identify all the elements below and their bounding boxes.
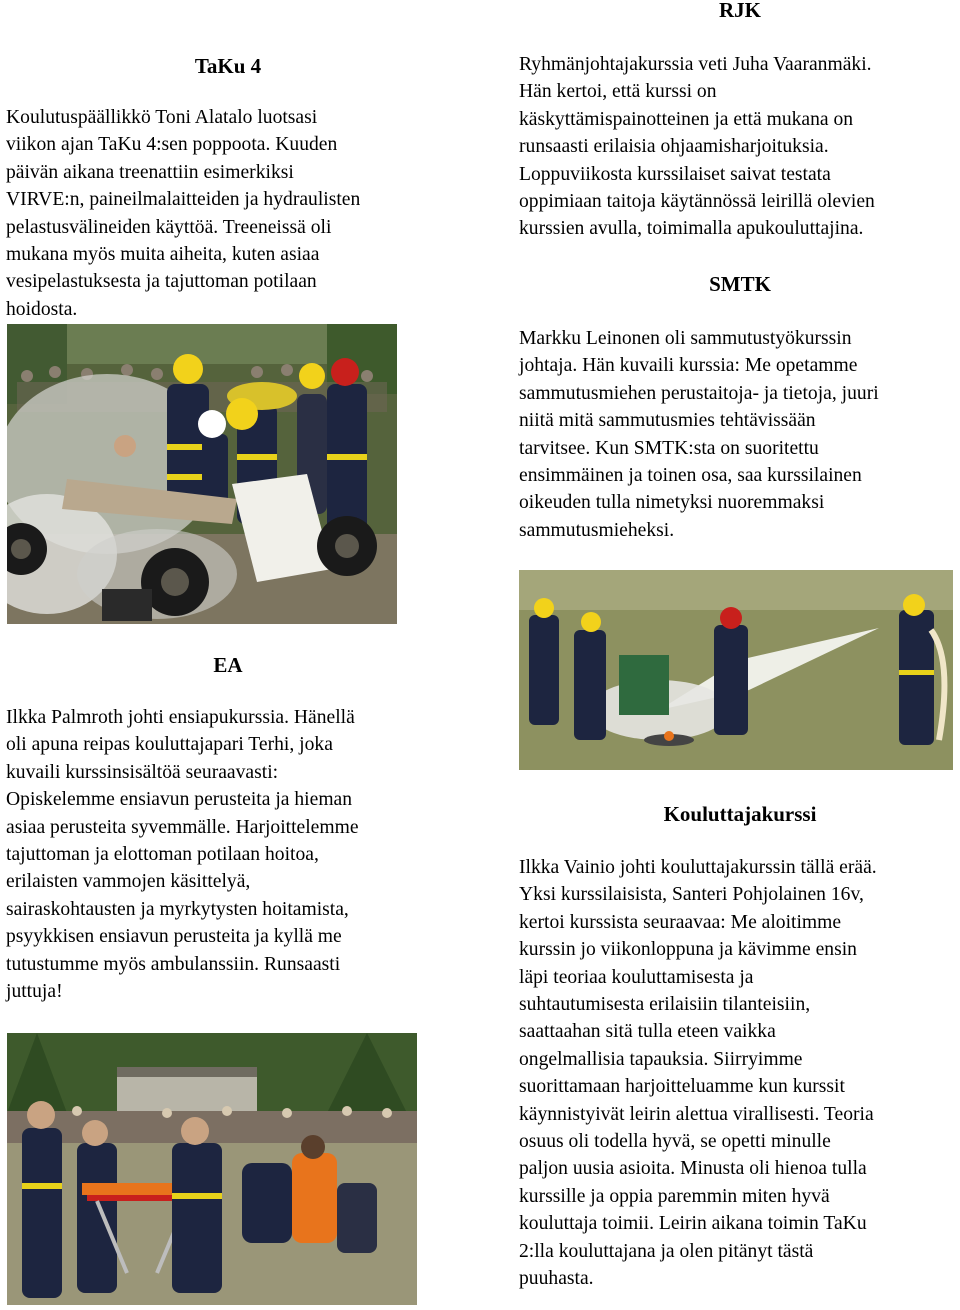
text-line: Ryhmänjohtajakurssia veti Juha Vaaranmäki. [519,54,872,75]
text-line: mukana myös muita aiheita, kuten asiaa [6,244,320,266]
text-line: sammutusmieheksi. [519,519,675,541]
text-line: osuus oli todella hyvä, se opetti minulle [519,1131,831,1153]
heading-ea: EA [213,653,243,677]
text-line: VIRVE:n, paineilmalaitteiden ja hydraulisten [6,189,361,211]
text-line: kouluttaja toimii. Leirin aikana toimin TaKu [519,1213,867,1235]
text-line: oikeuden tulla nimetyksi nuoremmaksi [519,492,825,514]
text-line: Ilkka Vainio johti kouluttajakurssin tällä erää. [519,857,877,878]
paragraph-ea [6,704,436,1005]
text-line: suorittamaan harjoitteluamme kun kurssit [519,1076,845,1098]
heading-smtk: SMTK [709,272,771,296]
text-line: tutustumme myös ambulanssiin. Runsaasti [6,953,341,975]
text-line: käynnistyivät leirin alettua virallisesti. Teoria [519,1103,874,1125]
text-line: niitä mitä sammutusmies tehtävissään [519,410,816,432]
text-line: ongelmallisia tapauksia. Siirryimme [519,1048,803,1070]
text-line: Yksi kurssilaisista, Santeri Pohjolainen 16v, [519,884,864,906]
text-line: hoidosta. [6,298,78,320]
text-line: oppimiaan taitoja käytännössä leirillä olevien [519,191,875,213]
text-line: Koulutuspäällikkö Toni Alatalo luotsasi [6,107,318,128]
paragraph-kouluttajakurssi [519,854,959,1293]
text-line: kurssien avulla, toimimalla apukouluttajina. [519,218,864,240]
text-line: vesipelastuksesta ja tajuttoman potilaan [6,271,317,293]
text-line: runsaasti erilaisia ohjaamisharjoituksia. [519,136,829,158]
text-line: Markku Leinonen oli sammutustyökurssin [519,328,852,349]
text-line: paljon uusia asioita. Minusta oli hienoa tulla [519,1158,867,1180]
paragraph-smtk [519,325,959,544]
text-line: juttuja! [6,981,63,1003]
text-line: oli apuna reipas kouluttajapari Terhi, joka [6,734,333,756]
paragraph-rjk [519,51,959,243]
heading-taku: TaKu 4 [194,54,262,78]
text-line: 2:lla kouluttajana ja olen pitänyt tästä [519,1240,814,1262]
text-line: päivän aikana treenattiin esimerkiksi [6,161,294,183]
paragraph-taku [6,104,426,323]
text-line: viikon ajan TaKu 4:sen poppoota. Kuuden [6,134,338,156]
text-line: tarvitsee. Kun SMTK:sta on suoritettu [519,437,819,459]
text-line: läpi teoriaa kouluttamisesta ja [519,966,754,988]
text-line: saattaahan sitä tulla eteen vaikka [519,1021,776,1043]
text-line: puuhasta. [519,1268,594,1290]
text-line: käskyttämispainotteinen ja että mukana on [519,108,854,130]
text-line: psyykkisen ensiavun perusteita ja kyllä me [6,926,342,948]
photo-ea-first-aid [7,1033,417,1305]
text-line: kertoi kurssista seuraavaa: Me aloitimme [519,911,842,933]
text-line: Ilkka Palmroth johti ensiapukurssia. Hänellä [6,707,355,728]
text-line: Hän kertoi, että kurssi on [519,81,717,103]
text-line: asiaa perusteita syvemmälle. Harjoittelemme [6,816,359,838]
text-line: tajuttoman ja elottoman potilaan hoitoa, [6,844,319,866]
text-line: erilaisten vammojen käsittelyä, [6,871,251,893]
text-line: kuvaili kurssinsisältöä seuraavasti: [6,761,279,783]
text-line: sammutusmiehen perustaitoja- ja tietoja, juuri [519,382,879,404]
text-line: kurssin jo viikonloppuna ja kävimme ensin [519,939,857,961]
text-line: pelastusvälineiden käyttöä. Treeneissä oli [6,216,332,238]
text-line: johtaja. Hän kuvaili kurssia: Me opetamme [519,355,858,377]
heading-kouluttajakurssi: Kouluttajakurssi [663,802,817,826]
text-line: sairaskohtausten ja myrkytysten hoitamista, [6,898,349,920]
heading-rjk: RJK [719,0,761,22]
photo-taku-rescue-drill [7,324,397,624]
text-line: kurssille ja oppia paremmin miten hyvä [519,1185,830,1207]
photo-smtk-firefighting [519,570,953,770]
text-line: Loppuviikosta kurssilaiset saivat testata [519,163,831,185]
text-line: Opiskelemme ensiavun perusteita ja hieman [6,789,353,811]
text-line: ensimmäinen ja toinen osa, saa kurssilainen [519,465,862,487]
text-line: suhtautumisesta erilaisiin tilanteisiin, [519,994,811,1016]
